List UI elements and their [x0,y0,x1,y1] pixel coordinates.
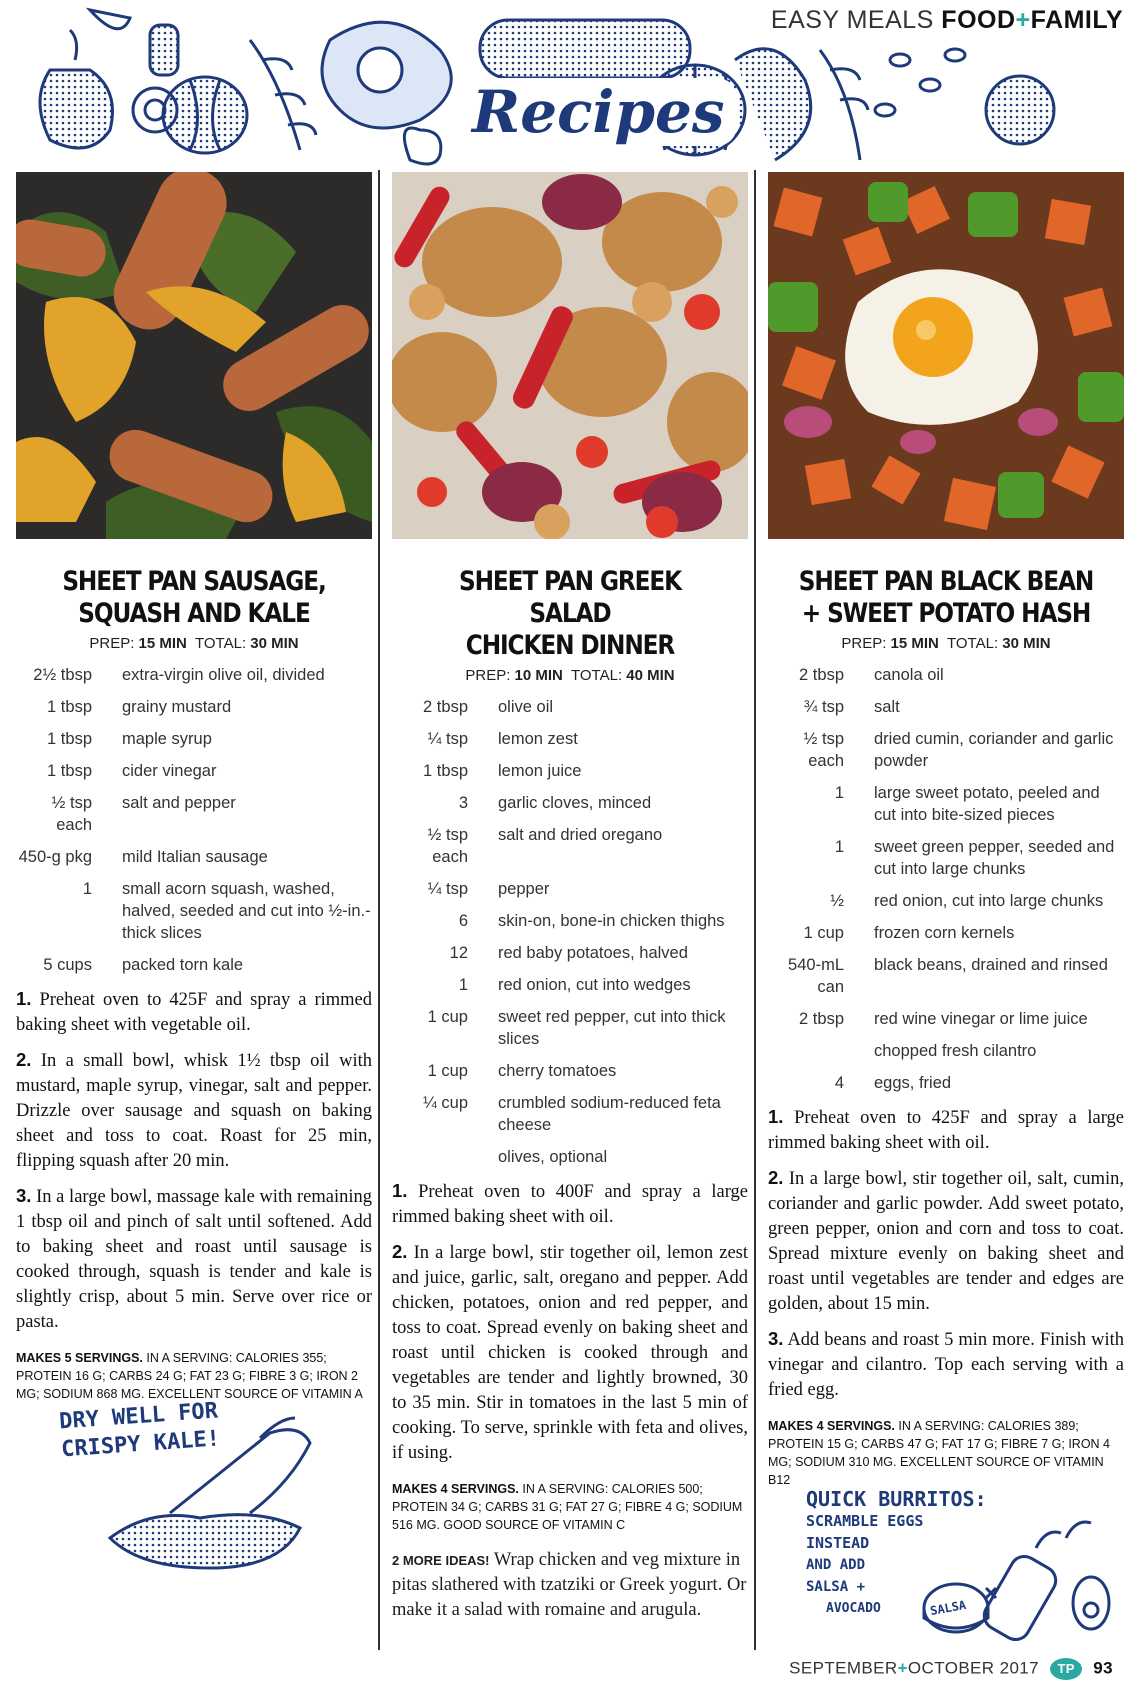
ingredient-amount: ¼ tsp [427,880,468,898]
method-step [768,1165,1124,1317]
burrito-tip-line3: AND ADD [806,1557,866,1573]
photo-greek-chicken [392,172,748,539]
photo-sweet-potato-hash [768,172,1124,539]
ingredient-amount [392,1146,498,1168]
ingredient-name: packed torn kale [122,956,244,974]
recipe-title-line1: SHEET PAN GREEK SALAD [458,566,682,629]
section-name: EASY MEALS [770,6,934,34]
ingredient-name: skin-on, bone-in chicken thighs [498,912,725,930]
ingredient-row [768,1072,1124,1094]
prep-label: PREP: [465,667,511,684]
ingredient-row [768,728,1124,772]
ingredient-row [392,1060,748,1082]
step-number: 2. [392,1241,408,1262]
ingredient-row [768,954,1124,998]
method-steps [16,986,372,1335]
issue-month-left: SEPTEMBER [789,1658,898,1678]
ingredient-row [768,890,1124,912]
ingredient-name: lemon zest [498,730,578,748]
recipe-column-black-bean-hash [768,172,1124,1489]
ingredient-name: black beans, drained and rinsed [874,956,1108,974]
method-step [392,1239,748,1466]
burrito-tip-doodle [806,1488,1116,1648]
header-banner [0,0,1131,168]
method-steps [768,1104,1124,1403]
ingredient-amount: ½ [830,892,844,910]
method-step [768,1104,1124,1156]
ingredient-list [16,664,372,976]
banner-title: Recipes [460,78,737,146]
column-divider-1 [378,170,380,1650]
servings-label: MAKES 4 SERVINGS. [768,1419,895,1433]
kale-tip-doodle [60,1398,360,1578]
ingredient-row [16,954,372,976]
brand-family: FAMILY [1030,6,1123,34]
step-number: 2. [16,1049,32,1070]
ingredient-amount: 1 [834,784,844,802]
ingredient-name: salt and dried oregano [498,826,663,844]
prep-total-times [16,635,372,652]
ingredient-amount: 2 tbsp [423,698,468,716]
prep-label: PREP: [841,635,887,652]
recipe-title [417,566,723,662]
prep-time: 15 MIN [138,635,187,652]
ingredient-name: crumbled sodium-reduced feta cheese [498,1094,721,1134]
ingredient-amount: ½ tsp each [803,730,844,770]
prep-time: 10 MIN [514,667,563,684]
ingredient-row [16,664,372,686]
ingredient-row [392,1006,748,1050]
ingredient-row [392,792,748,814]
column-divider-2 [754,170,756,1650]
ingredient-row [392,1146,748,1168]
step-text: In a large bowl, stir together oil, salt, cumin, coriander and garlic powder. Add sweet potato, green pepper, onion and corn and toss to coat. Spread mixture evenly on baking sheet and roast until vegetables are tender and edges are golden, about 15 min. [768,1169,1124,1314]
tp-logo-icon: TP [1050,1658,1082,1680]
ingredient-amount: 2½ tbsp [33,666,92,684]
recipe-title-line2: SQUASH AND KALE [78,598,310,629]
ingredient-row [392,974,748,996]
ingredient-amount [768,1040,874,1062]
kale-tip-line1: DRY WELL FOR [58,1398,219,1435]
ingredient-name: cider vinegar [122,762,217,780]
salsa-burrito-avocado-icon [806,1488,1116,1648]
ingredient-amount: 5 cups [43,956,92,974]
ingredient-name: red baby potatoes, halved [498,944,688,962]
burrito-tip-line2: INSTEAD [806,1534,870,1552]
ingredient-amount: ½ tsp each [427,826,468,866]
hand-kale-icon [60,1398,360,1578]
ingredient-row [768,664,1124,686]
ingredient-row [768,1008,1124,1030]
nutrition-text: IN A SERVING: CALORIES 355; PROTEIN 16 G; CARBS 24 G; FAT 23 G; FIBRE 3 G; IRON 2 MG; SODIUM 868 MG. EXCELLENT SOURCE OF VITAMIN A [16,1351,363,1401]
burrito-tip-title: QUICK BURRITOS: [806,1487,987,1511]
burrito-tip-line5: AVOCADO [826,1601,881,1616]
ingredient-amount: 1 cup [427,1062,468,1080]
ingredient-amount: 1 cup [803,924,844,942]
ingredient-row [392,878,748,900]
ingredient-row [768,696,1124,718]
ingredient-row [16,878,372,944]
method-step [16,1183,372,1335]
ingredient-list [768,664,1124,1094]
method-step [392,1178,748,1230]
ingredient-row [392,696,748,718]
recipe-title [793,566,1099,630]
step-text: Preheat oven to 400F and spray a large rimmed baking sheet with oil. [392,1182,749,1227]
ingredient-name: frozen corn kernels [874,924,1015,942]
recipe-title-line1: SHEET PAN BLACK BEAN [798,566,1094,597]
method-step [16,986,372,1038]
nutrition-text: IN A SERVING: CALORIES 389; PROTEIN 15 G; CARBS 47 G; FAT 17 G; FIBRE 7 G; IRON 4 MG; SODIUM 310 MG. EXCELLENT SOURCE OF VITAMIN B12 [768,1419,1110,1487]
ingredient-row [768,782,1124,826]
magazine-section-label [771,6,1123,35]
total-label: TOTAL: [570,667,623,684]
ingredient-row [16,846,372,868]
more-ideas-text: Wrap chicken and veg mixture in pitas slathered with tzatziki or Greek yogurt. Or make it a salad with romaine and arugula. [392,1550,747,1620]
ingredient-amount: 1 [834,838,844,856]
ingredient-name: maple syrup [122,730,212,748]
ingredient-name: olives, optional [498,1148,608,1166]
brand-plus: + [1015,6,1031,34]
ingredient-amount: 1 [458,976,468,994]
ingredient-name: canola oil [874,666,944,684]
ingredient-name: sweet red pepper, cut into thick slices [498,1008,726,1048]
ingredient-row [392,760,748,782]
ingredient-name: lemon juice [498,762,582,780]
ingredient-name: red wine vinegar or lime juice [874,1010,1088,1028]
step-text: Add beans and roast 5 min more. Finish with vinegar and cilantro. Top each serving with a fried egg. [768,1330,1124,1400]
brand-food: FOOD [941,6,1016,34]
salsa-jar-label: SALSA [929,1597,968,1619]
ingredient-row [392,728,748,750]
issue-month-right: OCTOBER 2017 [907,1658,1040,1678]
ingredient-row [16,760,372,782]
ingredient-name: salt and pepper [122,794,236,812]
step-number: 1. [392,1180,408,1201]
step-text: In a large bowl, massage kale with remaining 1 tbsp oil and pinch of salt until softened. Add to baking sheet and roast until sausage is cooked through, squash is tender and kale is slightly crisp, about 5 min. Serve over rice or pasta. [16,1187,373,1332]
ingredient-amount: 4 [834,1074,844,1092]
method-steps [392,1178,748,1466]
ingredient-name: chopped fresh cilantro [874,1042,1037,1060]
photo-sausage-squash-kale [16,172,372,539]
ingredient-name: small acorn squash, washed, halved, seeded and cut into ½-in.-thick slices [122,880,371,942]
ingredient-amount: 2 tbsp [799,1010,844,1028]
ingredient-name: cherry tomatoes [498,1062,617,1080]
page-footer [789,1658,1113,1680]
ingredient-name: pepper [498,880,550,898]
nutrition-info [768,1417,1124,1489]
ingredient-amount: 1 tbsp [47,730,92,748]
recipe-title-line2: CHICKEN DINNER [465,630,675,661]
prep-total-times [392,667,748,684]
ingredient-row [392,824,748,868]
ingredient-name: salt [874,698,900,716]
nutrition-text: IN A SERVING: CALORIES 500; PROTEIN 34 G; CARBS 31 G; FAT 27 G; FIBRE 4 G; SODIUM 516 MG. GOOD SOURCE OF VITAMIN C [392,1482,743,1532]
ingredient-name: large sweet potato, peeled and cut into bite-sized pieces [874,784,1100,824]
ingredient-amount: 450-g pkg [18,848,92,866]
recipe-column-greek-chicken [392,172,748,1623]
nutrition-info [392,1480,748,1534]
ingredient-row [392,1092,748,1136]
step-text: Preheat oven to 425F and spray a rimmed baking sheet with vegetable oil. [16,990,373,1035]
ingredient-amount: 1 tbsp [47,698,92,716]
ingredient-amount: 6 [458,912,468,930]
ingredient-amount: ¼ tsp [427,730,468,748]
total-time: 30 MIN [1002,635,1051,652]
ingredient-row [768,1040,1124,1062]
ingredient-row [768,922,1124,944]
recipe-title-line2: + SWEET POTATO HASH [801,598,1091,629]
ingredient-amount: 3 [458,794,468,812]
step-number: 1. [768,1106,784,1127]
step-number: 2. [768,1167,784,1188]
more-ideas-label: 2 MORE IDEAS! [392,1553,490,1568]
ingredient-row [392,910,748,932]
ingredient-name: red onion, cut into large chunks [874,892,1104,910]
step-number: 3. [768,1328,784,1349]
ingredient-row [768,836,1124,880]
ingredient-amount: 1 tbsp [47,762,92,780]
recipe-title [41,566,347,630]
total-label: TOTAL: [946,635,999,652]
ingredient-amount: 2 tbsp [799,666,844,684]
prep-label: PREP: [89,635,135,652]
method-step [768,1326,1124,1403]
ingredient-name: sweet green pepper, seeded and cut into large chunks [874,838,1115,878]
method-step [16,1047,372,1174]
step-text: In a small bowl, whisk 1½ tbsp oil with mustard, maple syrup, vinegar, salt and pepper. Drizzle over sausage and squash on baking sheet and toss to coat. Roast for 25 min, flipping squash after 20 min. [16,1051,372,1171]
more-ideas [392,1548,748,1623]
ingredient-row [16,696,372,718]
ingredient-name: grainy mustard [122,698,232,716]
ingredient-name: olive oil [498,698,554,716]
ingredient-name: garlic cloves, minced [498,794,652,812]
prep-total-times [768,635,1124,652]
total-label: TOTAL: [194,635,247,652]
kale-tip-line2: CRISPY KALE! [60,1426,221,1463]
recipe-title-line1: SHEET PAN SAUSAGE, [62,566,326,597]
ingredient-amount: 540-mL can [788,956,844,996]
ingredient-name: red onion, cut into wedges [498,976,691,994]
recipe-column-sausage [16,172,372,1403]
issue-plus: + [897,1658,908,1678]
ingredient-list [392,696,748,1168]
ingredient-amount: ½ tsp each [51,794,92,834]
burrito-tip-line4: SALSA + [806,1579,866,1595]
ingredient-amount: ¾ tsp [803,698,844,716]
total-time: 40 MIN [626,667,675,684]
ingredient-name: extra-virgin olive oil, divided [122,666,325,684]
burrito-tip-line1: SCRAMBLE EGGS [806,1512,924,1530]
servings-label: MAKES 4 SERVINGS. [392,1482,519,1496]
step-text: In a large bowl, stir together oil, lemon zest and juice, garlic, salt, oregano and pepper. Add chicken, potatoes, onion and red pepper, and toss to coat. Spread evenly on baking sheet and roast until chicken is cooked through and vegetables are tender and lightly browned, 30 to 35 min. Stir in tomatoes in the last 5 min of cooking. To serve, sprinkle with feta and olives, if using. [392,1243,748,1463]
ingredient-row [392,942,748,964]
total-time: 30 MIN [250,635,299,652]
step-number: 1. [16,988,32,1009]
ingredient-name: mild Italian sausage [122,848,268,866]
servings-label: MAKES 5 SERVINGS. [16,1351,143,1365]
ingredient-amount: 1 cup [427,1008,468,1026]
ingredient-row [16,728,372,750]
ingredient-row [16,792,372,836]
ingredient-amount: 12 [449,944,468,962]
step-number: 3. [16,1185,32,1206]
ingredient-amount: ¼ cup [423,1094,468,1112]
ingredient-name: eggs, fried [874,1074,952,1092]
ingredient-name: dried cumin, coriander and garlic powder [874,730,1114,770]
step-text: Preheat oven to 425F and spray a large rimmed baking sheet with oil. [768,1108,1125,1153]
page-number: 93 [1093,1658,1113,1678]
prep-time: 15 MIN [890,635,939,652]
ingredient-amount: 1 [82,880,92,898]
ingredient-amount: 1 tbsp [423,762,468,780]
